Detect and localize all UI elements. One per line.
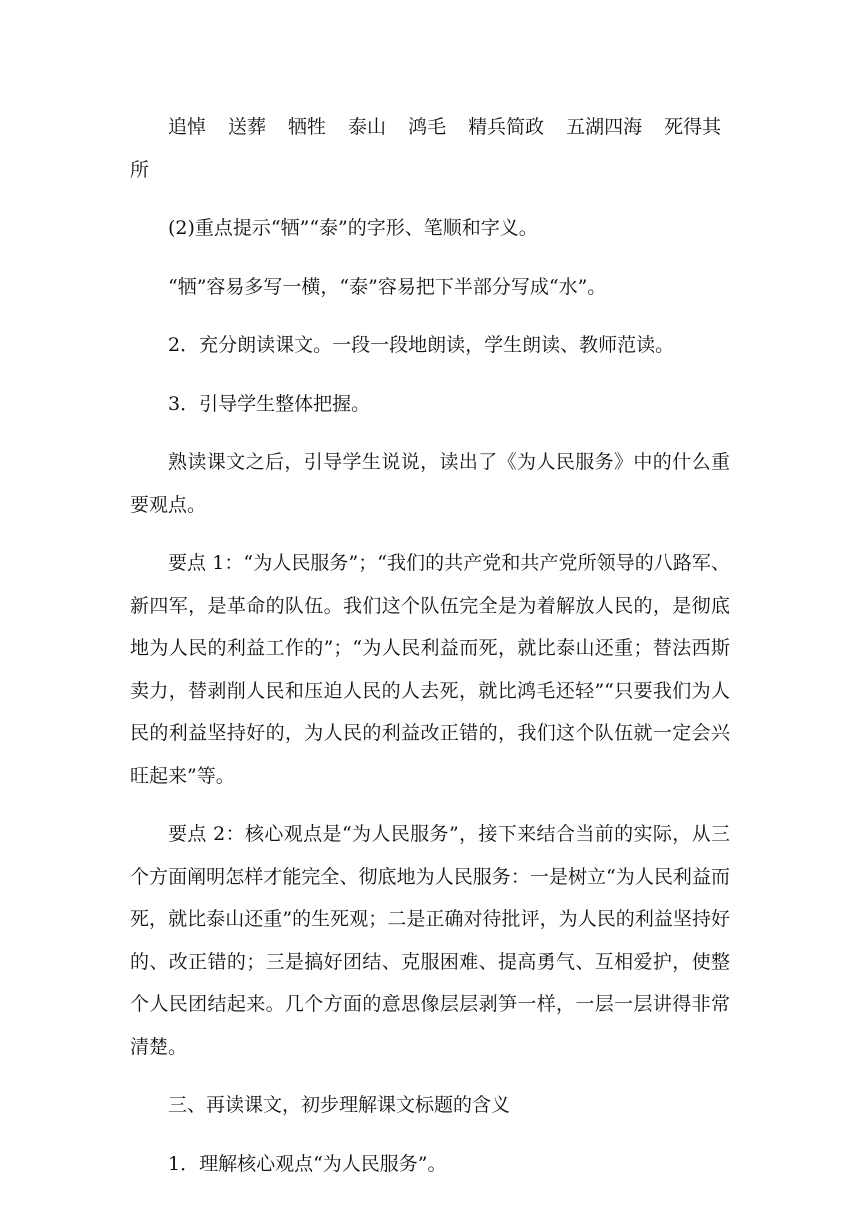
term: 牺牲 (288, 116, 327, 138)
paragraph-spacer (130, 191, 730, 207)
term: 追悼 (168, 116, 207, 138)
paragraph-key-point-2: 要点 2：核心观点是“为人民服务”，接下来结合当前的实际，从三个方面阐明怎样才能完全、彻底地为人民服务：一是树立“为人民利益而死，就比泰山还重”的生死观；二是正确对待批评，为人民的利益坚持好的、改正错的；三是搞好团结、克服困难、提高勇气、互相爱护，使整个人民团结起来。几个方面的意思像层层剥笋一样，一层一层讲得非常清楚。 (130, 823, 730, 1058)
document-page (130, 106, 730, 1185)
paragraph-stroke-hint: (2)重点提示“牺”“泰”的字形、笔顺和字义。 (168, 217, 538, 239)
paragraph-spacer (130, 1127, 730, 1143)
paragraph-spacer (130, 250, 730, 266)
term: 五湖四海 (566, 116, 643, 138)
paragraph-spacer (130, 425, 730, 441)
term: 泰山 (348, 116, 387, 138)
paragraph-spacer (130, 797, 730, 813)
paragraph-spacer (130, 1068, 730, 1084)
section-heading-3: 三、再读课文，初步理解课文标题的含义 (168, 1094, 511, 1116)
term: 送葬 (228, 116, 267, 138)
paragraph-step-2: 2．充分朗读课文。一段一段地朗读，学生朗读、教师范读。 (168, 334, 675, 356)
term: 鸿毛 (408, 116, 447, 138)
paragraph-step-1: 1．理解核心观点“为人民服务”。 (168, 1152, 447, 1175)
paragraph-step-3: 3．引导学生整体把握。 (168, 392, 371, 415)
term: 死得其所 (130, 116, 722, 181)
paragraph-common-errors: “牺”容易多写一横，“泰”容易把下半部分写成“水”。 (168, 275, 607, 298)
paragraph-spacer (130, 526, 730, 542)
vocabulary-terms (130, 106, 730, 191)
paragraph-reading-prompt: 熟读课文之后，引导学生说说，读出了《为人民服务》中的什么重要观点。 (130, 451, 730, 516)
paragraph-spacer (130, 367, 730, 383)
term: 精兵简政 (468, 116, 545, 138)
paragraph-key-point-1: 要点 1：“为人民服务”；“我们的共产党和共产党所领导的八路军、新四军，是革命的队伍。我们这个队伍完全是为着解放人民的，是彻底地为人民的利益工作的”；“为人民利益而死，就比泰山还重；替法西斯卖力，替剥削人民和压迫人民的人去死，就比鸿毛还轻”“只要我们为人民的利益坚持好的，为人民的利益改正错的，我们这个队伍就一定会兴旺起来”等。 (130, 552, 730, 787)
paragraph-spacer (130, 308, 730, 324)
